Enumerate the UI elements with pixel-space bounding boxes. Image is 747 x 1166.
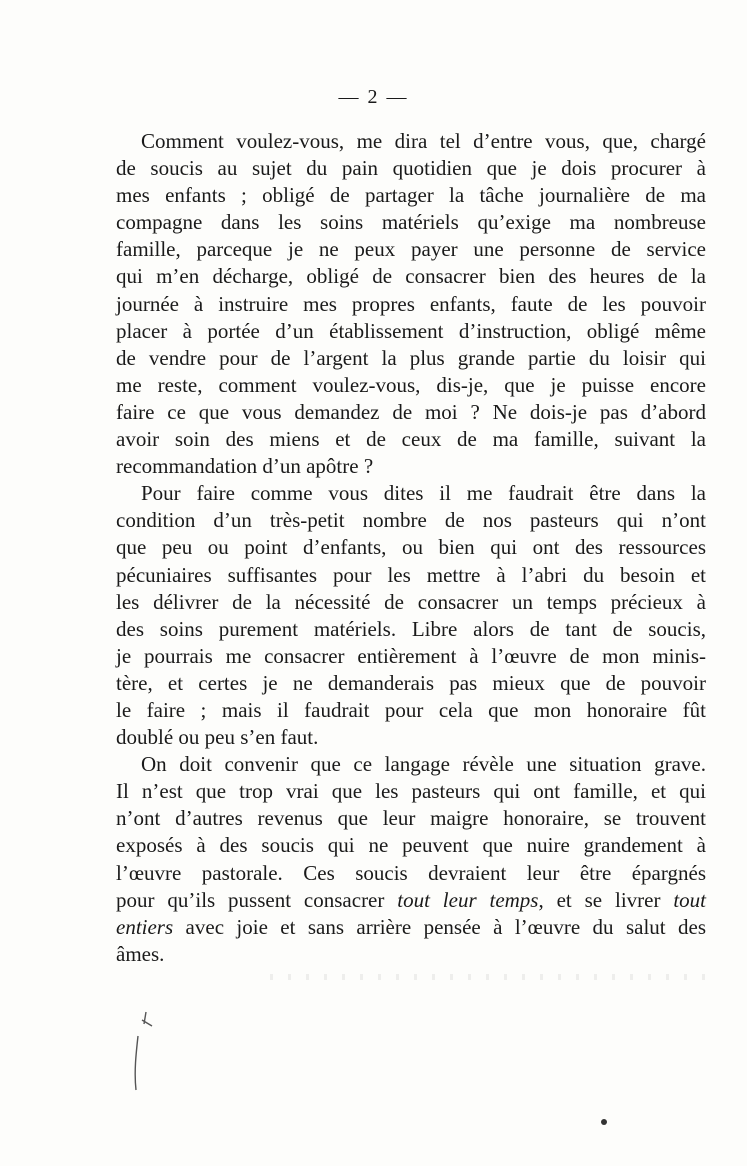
text-line: condition d’un très-petit nombre de nos pasteurs qui n’ont [116,508,706,533]
text-line: avoir soin des miens et de ceux de ma famille, suivant la [116,427,706,452]
text-line: Il n’est que trop vrai que les pasteurs qui ont famille, et qui [116,779,706,804]
ink-smudge-mark [128,1006,158,1092]
text-line: l’œuvre pastorale. Ces soucis devraient leur être épargnés [116,860,706,885]
text-line: tère, et certes je ne demanderais pas mieux que de pouvoir [116,670,706,695]
text-line: Comment voulez-vous, me dira tel d’entre vous, que, chargé [141,129,706,153]
text-line: mes enfants ; obligé de partager la tâche journalière de ma [116,183,706,208]
text-line: le faire ; mais il faudrait pour cela que mon honoraire fût [116,697,706,722]
text-line: Pour faire comme vous dites il me faudrait être dans la [141,481,706,506]
scan-artifact [270,974,710,980]
text-line: recommandation d’un apôtre ? [116,454,374,479]
italic-phrase: tout leur temps [397,887,539,912]
text-line-with-italics [116,887,706,914]
text-line: placer à portée d’un établissement d’instruction, obligé même [116,318,706,343]
text-line: des soins purement matériels. Libre alors de tant de soucis, [116,616,706,641]
text-line: exposés à des soucis qui ne peuvent que nuire grandement à [116,833,706,858]
text-line: me reste, comment voulez-vous, dis-je, que je puisse encore [116,372,706,397]
text-line: On doit convenir que ce langage révèle une situation grave. [141,752,706,777]
text-line: famille, parceque je ne peux payer une personne de service [116,237,706,262]
text-fragment: pour qu’ils pussent consacrer [116,887,398,912]
text-line: doublé ou peu s’en faut. [116,725,319,750]
text-line-with-italics [116,914,706,941]
text-line: faire ce que vous demandez de moi ? Ne dois-je pas d’abord [116,399,706,424]
text-line: je pourrais me consacrer entièrement à l’œuvre de mon minis- [116,643,706,668]
text-fragment: avec joie et sans arrière pensée à l’œuvre du salut des [173,914,706,939]
text-line: de soucis au sujet du pain quotidien que je dois procurer à [116,156,706,181]
page-number: — 2 — [338,86,409,108]
body-text [116,128,706,968]
italic-phrase: entiers [116,914,174,939]
text-line: que peu ou point d’enfants, ou bien qui ont des ressources [116,535,706,560]
text-line: n’ont d’autres revenus que leur maigre honoraire, se trouvent [116,806,706,831]
text-line: compagne dans les soins matériels qu’exige ma nombreuse [116,210,706,235]
ink-dot-mark [598,1116,610,1128]
text-line: de vendre pour de l’argent la plus grande partie du loisir qui [116,345,706,370]
text-line: pécuniaires suffisantes pour les mettre à l’abri du besoin et [116,562,706,587]
text-fragment: , et se livrer [538,887,674,912]
text-line: les délivrer de la nécessité de consacrer un temps précieux à [116,589,706,614]
text-line: qui m’en décharge, obligé de consacrer bien des heures de la [116,264,706,289]
italic-phrase: tout [673,887,706,912]
text-line: âmes. [116,941,165,966]
text-line: journée à instruire mes propres enfants, faute de les pouvoir [116,291,706,316]
